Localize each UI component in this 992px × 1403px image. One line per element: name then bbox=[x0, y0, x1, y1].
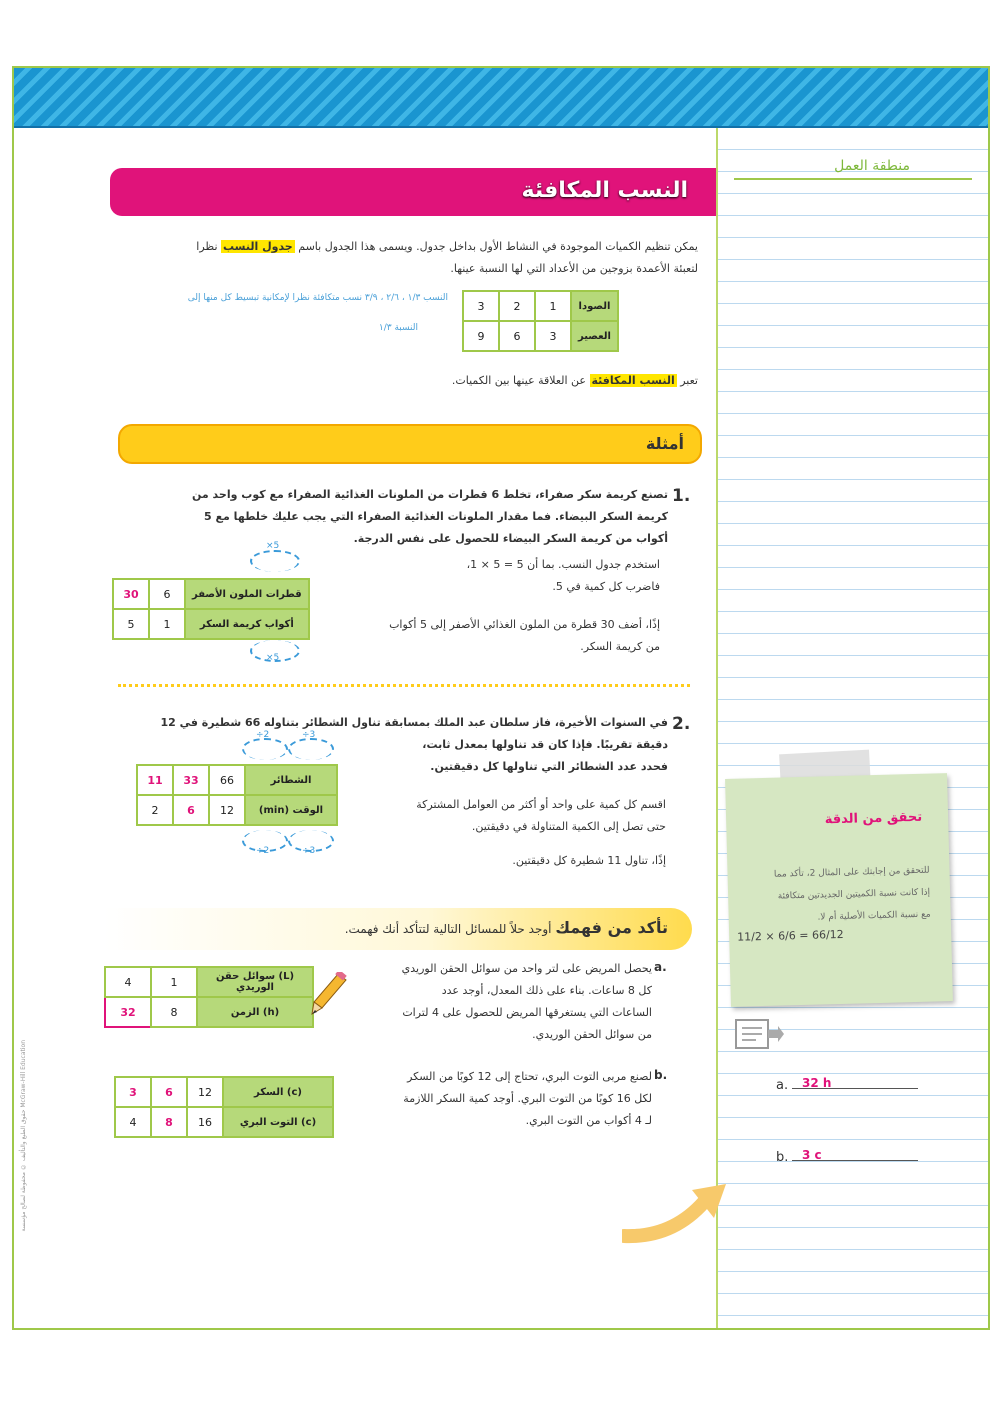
table-row-label: (h) الزمن bbox=[197, 997, 313, 1027]
arrow-label: ÷2 bbox=[256, 846, 270, 856]
arrow-label: ×5 bbox=[266, 653, 280, 663]
exercise-b-letter: b. bbox=[654, 1068, 668, 1082]
sticky-title: تحقق من الدقة bbox=[824, 809, 923, 828]
multiply-arrow-top bbox=[250, 550, 300, 572]
arrow-label: ÷3 bbox=[302, 846, 316, 856]
example-1-result: إذًا، أضف 30 قطرة من الملون الغذائي الأصفر إلى 5 أكواب من كريمة السكر. bbox=[389, 618, 660, 653]
arrow-label: ÷2 bbox=[256, 730, 270, 740]
sticky-math: 11/2 × 6/6 = 66/12 bbox=[737, 927, 844, 944]
exercise-b-table[interactable]: (c) السكر 12 6 3 (c) التوت البري 16 8 4 bbox=[114, 1076, 334, 1138]
worksheet-icon[interactable] bbox=[732, 1016, 784, 1052]
pencil-icon bbox=[310, 972, 348, 1016]
table-row-label: (L) سوائل حقن الوريدي bbox=[197, 967, 313, 997]
equivalent-ratios-definition: تعبر النسب المكافئة عن العلاقة عينها بين الكميات. bbox=[451, 374, 698, 387]
table-row-label: قطرات الملون الأصفر bbox=[185, 579, 309, 609]
table-row-label: العصير bbox=[571, 321, 618, 351]
term-equivalent-ratios: النسب المكافئة bbox=[591, 374, 675, 387]
table-row-label: الشطائر bbox=[245, 765, 337, 795]
check-understanding-bar: تأكد من فهمك أوجد حلاً للمسائل التالية لتتأكد أنك فهمت. bbox=[104, 908, 692, 950]
table-row-label: أكواب كريمة السكر bbox=[185, 609, 309, 639]
example-1-steps: استخدم جدول النسب. بما أن 5 = 5 × 1، فاضرب كل كمية في 5. bbox=[466, 558, 660, 593]
lesson-title-bar bbox=[110, 168, 716, 216]
example-2-result: إذًا، تناول 11 شطيرة كل دقيقتين. bbox=[512, 854, 666, 867]
divide-arrow-top-1 bbox=[242, 738, 288, 760]
sticky-text: للتحقق من إجابتك على المثال 2، تأكد مما إذا كانت نسبة الكميتين الجديدتين متكافئة مع نسبة الكميات الأصلية أم لا. bbox=[773, 865, 931, 923]
answer-a-value: 32 h bbox=[802, 1076, 832, 1090]
example-2-number: 2. bbox=[672, 714, 691, 734]
examples-header: أمثلة bbox=[645, 434, 684, 453]
term-ratio-table: جدول النسب bbox=[223, 240, 293, 253]
table-row-label: (c) التوت البري bbox=[223, 1107, 333, 1137]
section-divider bbox=[118, 684, 690, 687]
exercise-a-answer-cell[interactable]: 32 bbox=[105, 997, 151, 1027]
divide-arrow-top-2 bbox=[288, 738, 334, 760]
table-row-label: الصودا bbox=[571, 291, 618, 321]
arrow-label: ÷3 bbox=[302, 730, 316, 740]
top-decorative-band bbox=[14, 68, 988, 128]
intro-ratio-table: الصودا 1 2 3 العصير 3 6 9 bbox=[462, 290, 619, 352]
workzone-notebook[interactable] bbox=[716, 128, 988, 1328]
example-2-problem: في السنوات الأخيرة، فاز سلطان عبد الملك بمسابقة تناول الشطائر بتناوله 66 شطيرة في 12 دقيقة تقريبًا. فإذا كان قد تناولها بمعدل ثابت، فحدد عدد الشطائر التي تناولها كل دقيقتين. bbox=[160, 716, 668, 773]
example-1-table: قطرات الملون الأصفر 6 30 أكواب كريمة السكر 1 5 bbox=[112, 578, 310, 640]
ratio-side-note: النسب ١/٣ ، ٢/٦ ، ٣/٩ نسب متكافئة نظرا لإمكانية تبسيط كل منها إلى النسبة ١/٣ bbox=[187, 293, 448, 333]
exercise-a-text: يحصل المريض على لتر واحد من سوائل الحقن الوريدي كل 8 ساعات. بناء على ذلك المعدل، أوجد عدد الساعات التي يستغرقها المريض للحصول على 4 لترات من سوائل الحقن الوريدي. bbox=[401, 962, 652, 1041]
exercise-a-table[interactable]: (L) سوائل حقن الوريدي 1 4 (h) الزمن 8 32 bbox=[104, 966, 314, 1028]
lesson-title: النسب المكافئة bbox=[521, 178, 688, 203]
exercise-a-letter: a. bbox=[654, 960, 667, 974]
sticky-note-check-accuracy bbox=[725, 773, 953, 1007]
intro-paragraph: يمكن تنظيم الكميات الموجودة في النشاط الأول بداخل جدول. ويسمى هذا الجدول باسم جدول النسب نظرا لتعبئة الأعمدة بزوجين من الأعداد التي لها النسبة عينها. bbox=[196, 240, 698, 275]
copyright-credit: حقوق الطبع والتأليف © محفوظة لصالح مؤسسة McGraw-Hill Education bbox=[20, 1040, 27, 1232]
example-2-table: الشطائر 66 33 11 الوقت (min) 12 6 2 bbox=[136, 764, 338, 826]
example-1-number: 1. bbox=[672, 486, 691, 506]
examples-header-bar bbox=[118, 424, 702, 464]
answer-a[interactable]: a. 32 h bbox=[776, 1078, 918, 1093]
example-2-steps: اقسم كل كمية على واحد أو أكثر من العوامل المشتركة حتى تصل إلى الكمية المتناولة في دقيقتين. bbox=[416, 798, 666, 833]
arrow-label: ×5 bbox=[266, 541, 280, 551]
answer-b[interactable]: b. 3 c bbox=[776, 1150, 918, 1165]
check-title: تأكد من فهمك bbox=[555, 918, 668, 937]
workzone-title: منطقة العمل bbox=[734, 158, 972, 180]
answer-b-value: 3 c bbox=[802, 1148, 822, 1162]
table-row-label: (c) السكر bbox=[223, 1077, 333, 1107]
curved-arrow-icon bbox=[622, 1176, 732, 1246]
table-row-label: الوقت (min) bbox=[245, 795, 337, 825]
exercise-b-text: لصنع مربى التوت البري، تحتاج إلى 12 كوبًا من السكر لكل 16 كوبًا من التوت البري. أوجد كمية السكر اللازمة لـ 4 أكواب من التوت البري. bbox=[403, 1070, 652, 1127]
example-1-problem: تصنع كريمة سكر صفراء، تخلط 6 قطرات من الملونات الغذائية الصفراء مع كوب واحد من كريمة السكر البيضاء. فما مقدار الملونات الغذائية الصفراء التي يجب عليك خلطها مع 5 أكواب من كريمة السكر البيضاء للحصول على نفس الدرجة. bbox=[192, 488, 668, 545]
